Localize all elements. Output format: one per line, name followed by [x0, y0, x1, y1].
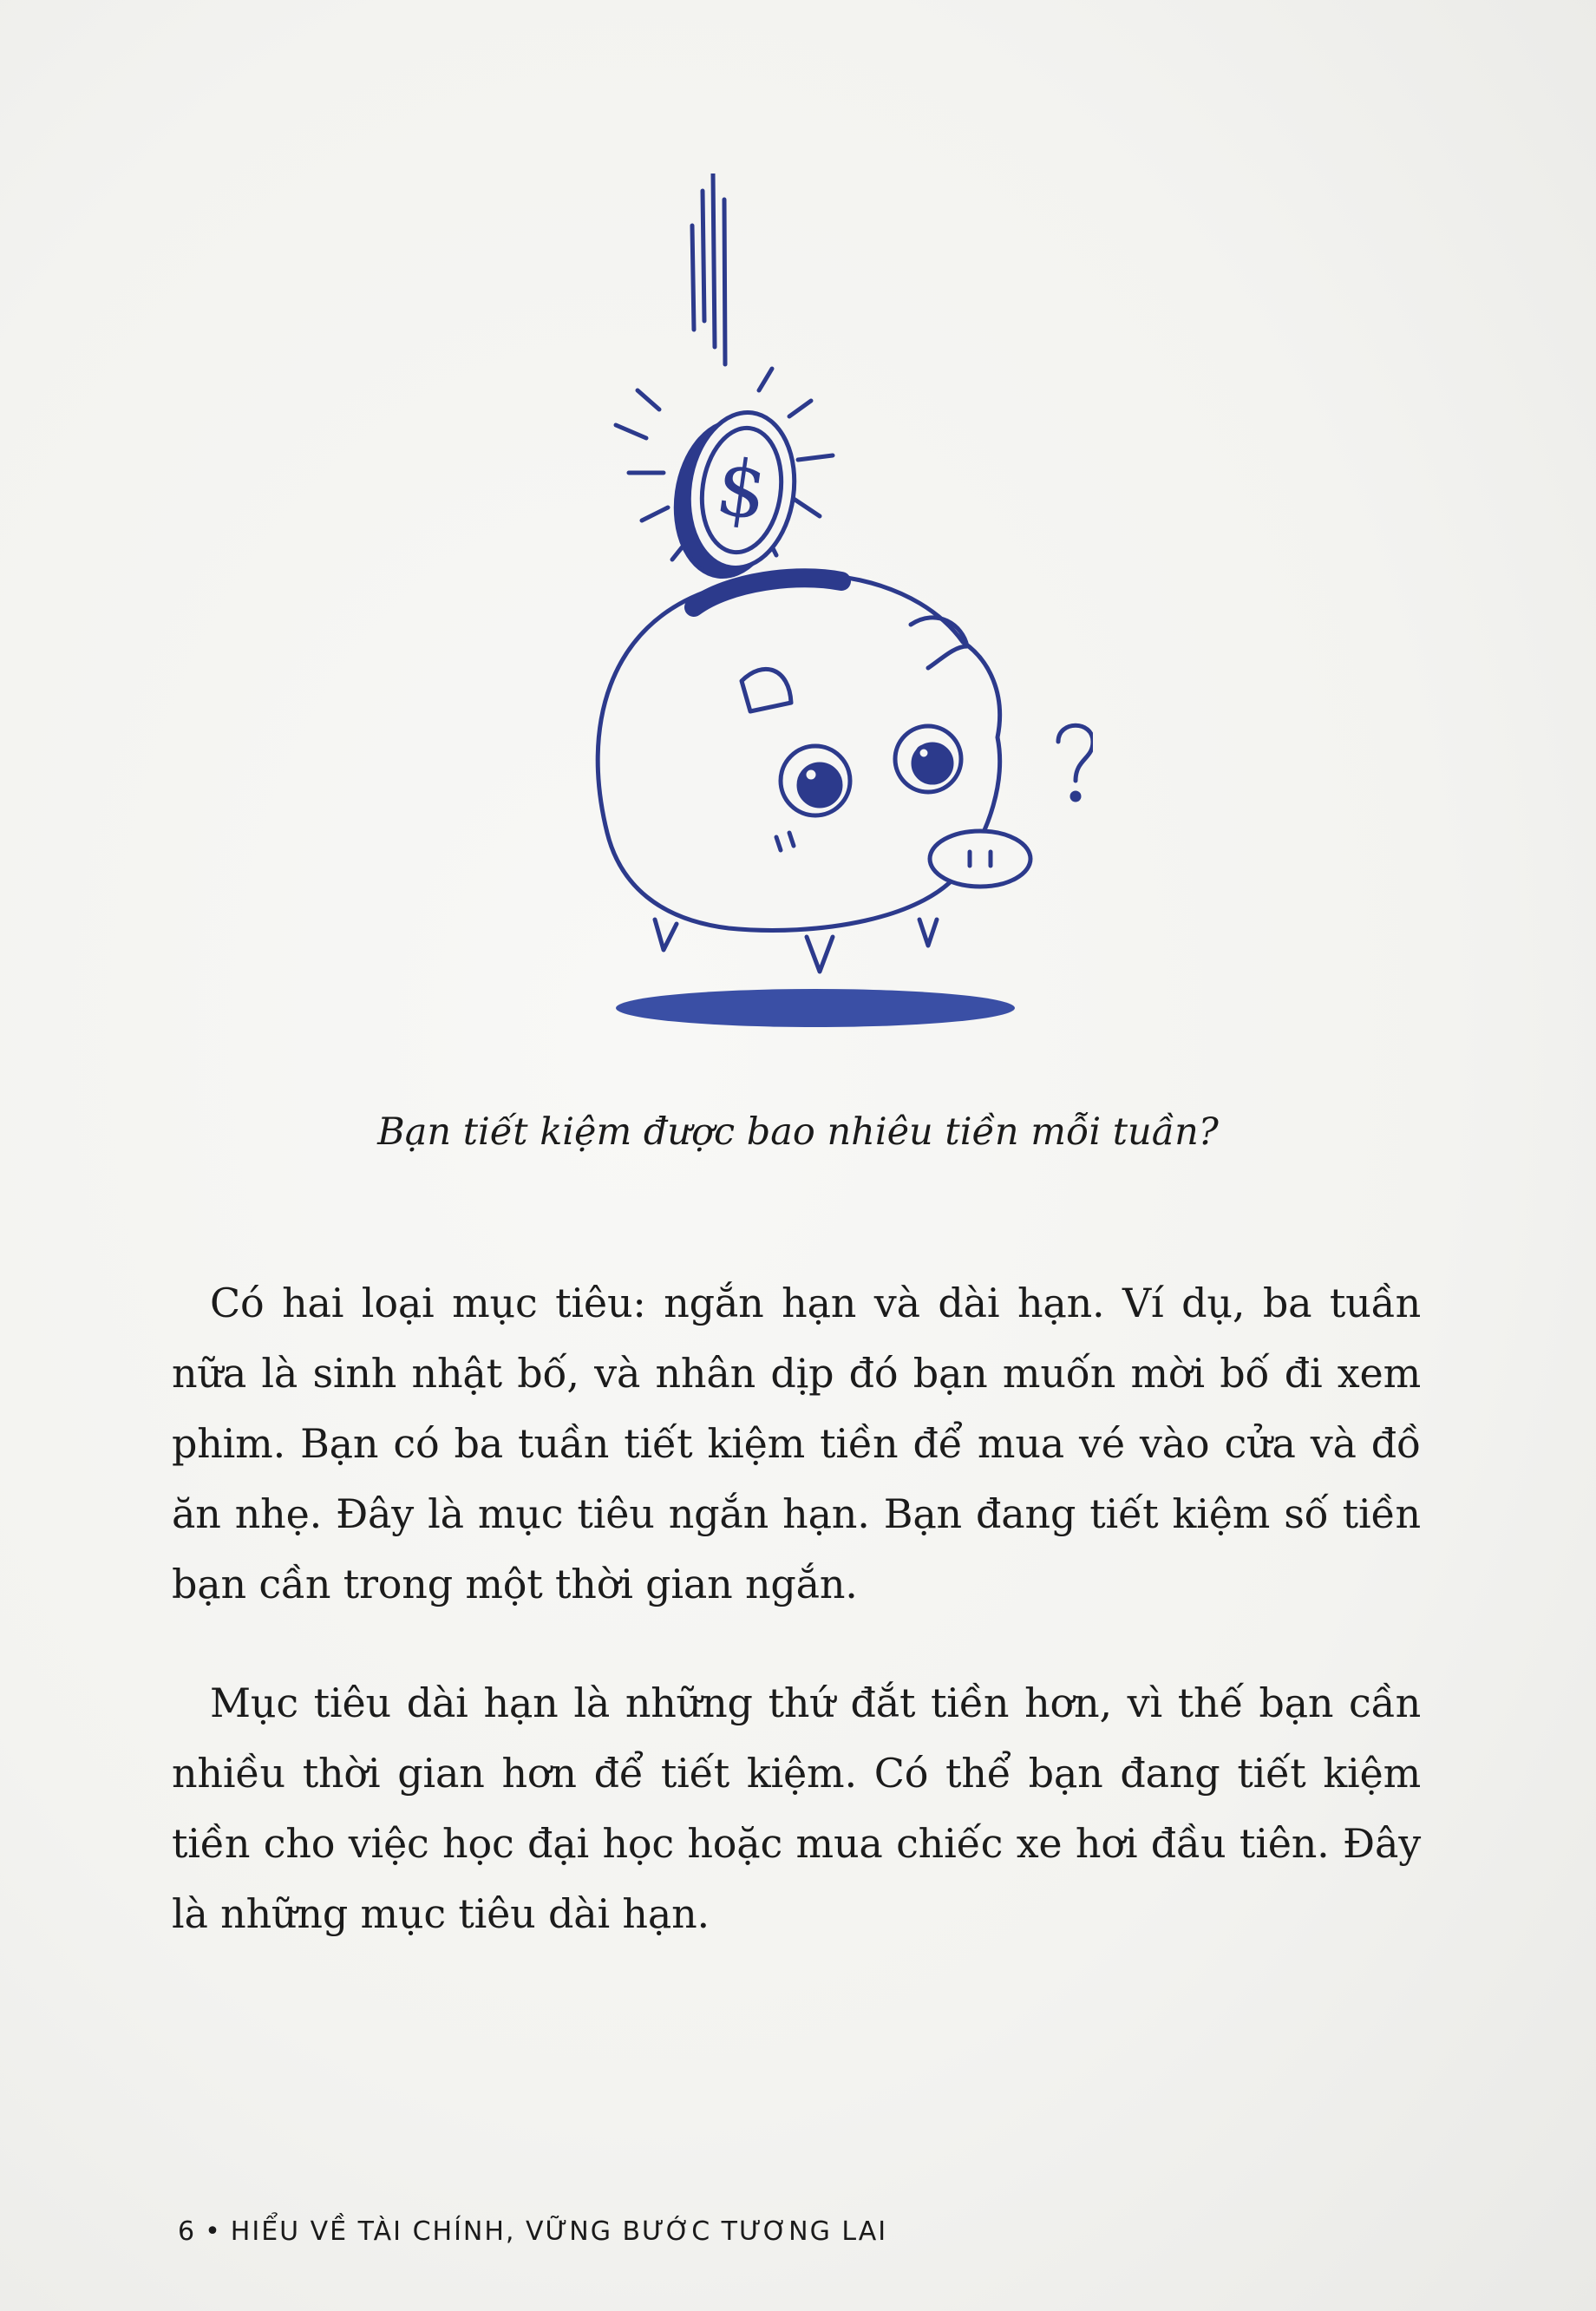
sparkle-ray — [798, 455, 833, 460]
sparkle-ray — [642, 507, 668, 520]
motion-line — [724, 200, 725, 364]
motion-line — [692, 226, 694, 330]
sparkle-ray — [794, 499, 820, 516]
body-text — [172, 1268, 1421, 1998]
piggy-bank-illustration — [555, 173, 1093, 1041]
sparkle-ray — [616, 425, 646, 438]
motion-line — [703, 191, 704, 321]
page-footer — [178, 2216, 887, 2247]
paragraph: Mục tiêu dài hạn là những thứ đắt tiền hơn, vì thế bạn cần nhiều thời gian hơn để tiết kiệm. Có thể bạn đang tiết kiệm tiền cho việc học đại học hoặc mua chiếc xe hơi đầu tiên. Đây là những mục tiêu dài hạn. — [172, 1679, 1421, 1937]
question-mark-icon — [1058, 725, 1093, 781]
dollar-sign: $ — [710, 441, 773, 539]
sparkle-ray — [759, 369, 772, 390]
sparkle-ray — [789, 401, 811, 416]
motion-line — [713, 173, 715, 347]
running-title: HIỂU VỀ TÀI CHÍNH, VỮNG BƯỚC TƯƠNG LAI — [230, 2216, 888, 2247]
illustration-caption: Bạn tiết kiệm được bao nhiêu tiền mỗi tuần? — [377, 1110, 1219, 1154]
page-number: 6 — [178, 2216, 197, 2247]
piggy-snout — [930, 831, 1030, 887]
piggy-shadow — [616, 989, 1015, 1027]
paragraph: Có hai loại mục tiêu: ngắn hạn và dài hạn. Ví dụ, ba tuần nữa là sinh nhật bố, và nhân dịp đó bạn muốn mời bố đi xem phim. Bạn có ba tuần tiết kiệm tiền để mua vé vào cửa và đồ ăn nhẹ. Đây là mục tiêu ngắn hạn. Bạn đang tiết kiệm số tiền bạn cần trong một thời gian ngắn. — [172, 1280, 1421, 1607]
sparkle-ray — [638, 390, 659, 409]
footer-separator: • — [205, 2216, 222, 2247]
